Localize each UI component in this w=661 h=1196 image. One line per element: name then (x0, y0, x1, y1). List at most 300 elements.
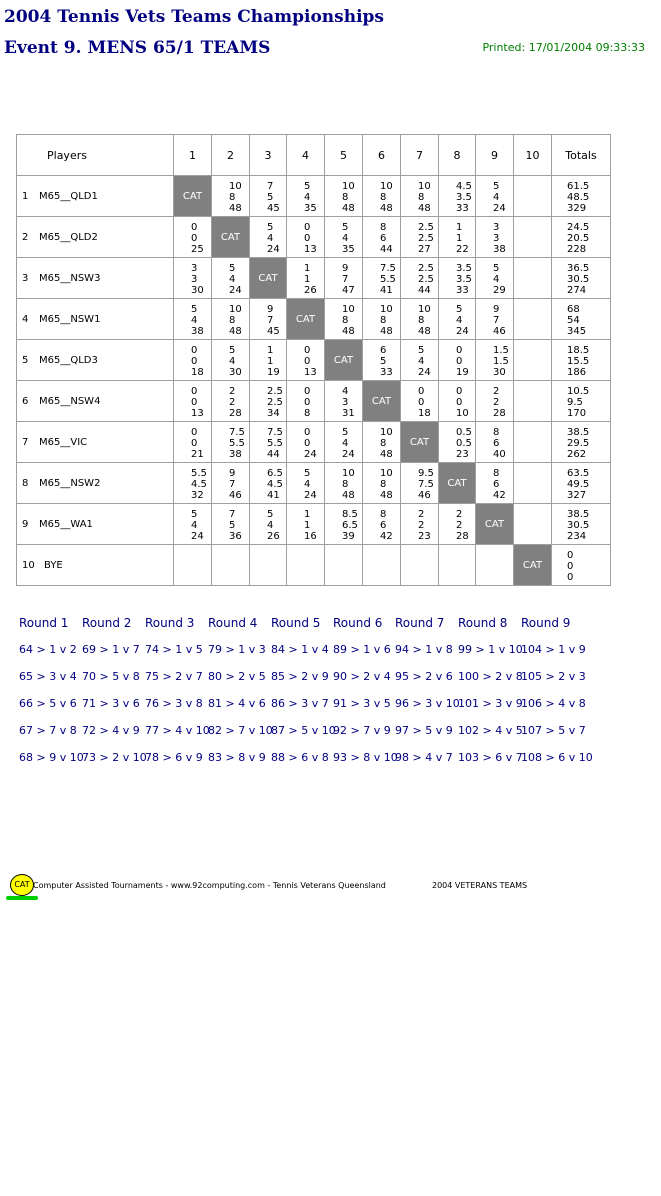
score-cell (476, 299, 514, 340)
score-value: 9 (229, 468, 236, 479)
player-name (17, 463, 174, 504)
match-item: 78 > 6 v 9 (145, 751, 203, 764)
score-value: 5.5 (267, 438, 283, 449)
score-value: 10 (418, 304, 431, 315)
score-value: 45 (267, 326, 280, 337)
match-item: 89 > 1 v 6 (333, 643, 391, 656)
total-value: 262 (567, 449, 587, 460)
match-item: 83 > 8 v 9 (208, 751, 266, 764)
score-value: 0 (418, 386, 425, 397)
score-value: 45 (267, 203, 280, 214)
score-value: 18 (191, 367, 204, 378)
column-header-5: 5 (325, 135, 363, 176)
player-name (17, 504, 174, 545)
match-item: 95 > 2 v 6 (395, 670, 453, 683)
score-value: 2.5 (418, 222, 434, 233)
score-cell (174, 258, 212, 299)
printed-timestamp: Printed: 17/01/2004 09:33:33 (482, 41, 645, 54)
player-team: M65__QLD2 (39, 231, 98, 243)
score-cell (514, 463, 552, 504)
score-value: 0 (304, 356, 311, 367)
score-value: 8 (229, 192, 236, 203)
cat-cell: CAT (174, 176, 212, 217)
player-team: M65__NSW4 (39, 395, 101, 407)
score-value: 9.5 (418, 468, 434, 479)
score-value: 46 (493, 326, 506, 337)
score-value: 6 (380, 233, 387, 244)
totals-cell (552, 381, 611, 422)
totals-cell (552, 545, 611, 586)
match-item: 96 > 3 v 10 (395, 697, 460, 710)
score-value: 3.5 (456, 274, 472, 285)
total-value: 0 (567, 561, 574, 572)
score-value: 41 (267, 490, 280, 501)
score-value: 48 (342, 203, 355, 214)
totals-cell (552, 258, 611, 299)
score-value: 0.5 (456, 427, 472, 438)
round-header: Round 5 (271, 616, 321, 630)
score-value: 35 (342, 244, 355, 255)
score-cell (514, 422, 552, 463)
score-value: 26 (267, 531, 280, 542)
score-value: 5 (493, 181, 500, 192)
column-header-6: 6 (363, 135, 401, 176)
match-item: 84 > 1 v 4 (271, 643, 329, 656)
score-value: 8 (380, 509, 387, 520)
score-value: 5 (229, 520, 236, 531)
score-value: 0 (456, 356, 463, 367)
score-value: 10 (342, 181, 355, 192)
score-value: 8 (342, 479, 349, 490)
match-item: 98 > 4 v 7 (395, 751, 453, 764)
score-cell (250, 463, 287, 504)
match-item: 79 > 1 v 3 (208, 643, 266, 656)
total-value: 186 (567, 367, 587, 378)
results-grid (16, 134, 611, 586)
player-team: M65__QLD3 (39, 354, 98, 366)
score-value: 0 (456, 397, 463, 408)
score-value: 44 (267, 449, 280, 460)
totals-cell (552, 340, 611, 381)
score-value: 5 (267, 509, 274, 520)
score-value: 5 (342, 427, 349, 438)
score-value: 1.5 (493, 345, 509, 356)
total-value: 30.5 (567, 274, 590, 285)
match-item: 66 > 5 v 6 (19, 697, 77, 710)
score-value: 1.5 (493, 356, 509, 367)
score-cell (476, 381, 514, 422)
match-item: 74 > 1 v 5 (145, 643, 203, 656)
score-value: 2 (493, 397, 500, 408)
score-value: 0 (456, 345, 463, 356)
total-value: 61.5 (567, 181, 590, 192)
score-cell (250, 422, 287, 463)
score-value: 0 (304, 233, 311, 244)
score-cell (287, 545, 325, 586)
player-name (17, 340, 174, 381)
cat-cell: CAT (325, 340, 363, 381)
score-cell (212, 545, 250, 586)
score-cell (476, 422, 514, 463)
score-value: 7 (342, 274, 349, 285)
score-value: 0 (191, 356, 198, 367)
score-cell (476, 545, 514, 586)
score-value: 4 (342, 438, 349, 449)
score-value: 1 (304, 520, 311, 531)
score-value: 0 (304, 345, 311, 356)
cat-logo-icon: CAT (10, 874, 34, 896)
score-value: 1 (304, 509, 311, 520)
score-value: 4 (267, 520, 274, 531)
totals-cell (552, 463, 611, 504)
score-value: 22 (456, 244, 469, 255)
match-item: 82 > 7 v 10 (208, 724, 273, 737)
total-value: 29.5 (567, 438, 590, 449)
page-title: 2004 Tennis Vets Teams Championships (4, 7, 384, 27)
round-header: Round 7 (395, 616, 445, 630)
match-item: 107 > 5 v 7 (521, 724, 586, 737)
score-value: 48 (342, 490, 355, 501)
score-cell (439, 258, 476, 299)
cat-cell: CAT (439, 463, 476, 504)
player-team: M65__NSW1 (39, 313, 101, 325)
score-cell (514, 340, 552, 381)
score-value: 31 (342, 408, 355, 419)
score-cell (401, 217, 439, 258)
score-value: 28 (456, 531, 469, 542)
score-value: 6.5 (267, 468, 283, 479)
score-value: 1 (456, 233, 463, 244)
player-number: 1 (22, 190, 29, 202)
score-value: 7 (229, 479, 236, 490)
score-cell (514, 258, 552, 299)
score-cell (325, 504, 363, 545)
table-row (17, 258, 611, 299)
round-header: Round 3 (145, 616, 195, 630)
table-row (17, 545, 611, 586)
round-headers (19, 616, 584, 643)
score-cell (174, 217, 212, 258)
match-row (19, 724, 584, 751)
score-value: 8 (342, 192, 349, 203)
score-cell (439, 381, 476, 422)
score-cell (514, 381, 552, 422)
score-value: 9 (493, 304, 500, 315)
total-value: 30.5 (567, 520, 590, 531)
score-value: 33 (380, 367, 393, 378)
score-value: 3 (493, 222, 500, 233)
score-cell (439, 545, 476, 586)
score-value: 24 (229, 285, 242, 296)
table-row (17, 463, 611, 504)
total-value: 63.5 (567, 468, 590, 479)
score-cell (174, 545, 212, 586)
score-value: 3 (191, 274, 198, 285)
score-value: 13 (191, 408, 204, 419)
player-number: 9 (22, 518, 29, 530)
score-value: 7 (267, 315, 274, 326)
score-value: 0 (304, 386, 311, 397)
match-item: 102 > 4 v 5 (458, 724, 523, 737)
player-number: 8 (22, 477, 29, 489)
score-cell (325, 422, 363, 463)
score-value: 0 (191, 233, 198, 244)
score-value: 5 (267, 192, 274, 203)
total-value: 228 (567, 244, 587, 255)
score-value: 4 (493, 274, 500, 285)
score-cell (250, 340, 287, 381)
match-item: 92 > 7 v 9 (333, 724, 391, 737)
score-value: 2.5 (267, 386, 283, 397)
match-item: 71 > 3 v 6 (82, 697, 140, 710)
score-value: 2 (229, 397, 236, 408)
column-header-1: 1 (174, 135, 212, 176)
score-value: 0 (191, 427, 198, 438)
score-value: 3.5 (456, 192, 472, 203)
score-value: 2 (418, 509, 425, 520)
score-cell (287, 258, 325, 299)
match-item: 93 > 8 v 10 (333, 751, 398, 764)
match-item: 94 > 1 v 8 (395, 643, 453, 656)
score-value: 5 (493, 263, 500, 274)
score-cell (476, 340, 514, 381)
score-value: 24 (456, 326, 469, 337)
score-value: 8 (418, 315, 425, 326)
player-name (17, 258, 174, 299)
score-value: 2 (456, 509, 463, 520)
score-value: 10 (229, 181, 242, 192)
score-value: 44 (380, 244, 393, 255)
total-value: 18.5 (567, 345, 590, 356)
score-value: 30 (191, 285, 204, 296)
score-cell (287, 176, 325, 217)
score-cell (363, 217, 401, 258)
score-value: 23 (456, 449, 469, 460)
score-value: 4.5 (191, 479, 207, 490)
score-cell (212, 463, 250, 504)
score-cell (325, 217, 363, 258)
score-value: 2.5 (418, 274, 434, 285)
cat-cell: CAT (401, 422, 439, 463)
column-header-7: 7 (401, 135, 439, 176)
score-value: 46 (418, 490, 431, 501)
score-value: 38 (191, 326, 204, 337)
cat-cell: CAT (212, 217, 250, 258)
match-item: 87 > 5 v 10 (271, 724, 336, 737)
table-row (17, 381, 611, 422)
grid-header-row (17, 135, 611, 176)
score-cell (401, 340, 439, 381)
round-header: Round 1 (19, 616, 69, 630)
total-value: 15.5 (567, 356, 590, 367)
score-value: 24 (493, 203, 506, 214)
score-value: 5 (342, 222, 349, 233)
score-cell (514, 299, 552, 340)
match-item: 77 > 4 v 10 (145, 724, 210, 737)
score-value: 8 (380, 479, 387, 490)
score-cell (401, 299, 439, 340)
round-header: Round 4 (208, 616, 258, 630)
score-value: 38 (493, 244, 506, 255)
score-cell (250, 217, 287, 258)
cat-cell: CAT (287, 299, 325, 340)
player-name (17, 299, 174, 340)
score-value: 5 (267, 222, 274, 233)
match-item: 64 > 1 v 2 (19, 643, 77, 656)
match-item: 76 > 3 v 8 (145, 697, 203, 710)
score-value: 24 (418, 367, 431, 378)
score-value: 5.5 (229, 438, 245, 449)
total-value: 0 (567, 572, 574, 583)
score-value: 7 (267, 181, 274, 192)
totals-cell (552, 217, 611, 258)
score-cell (401, 381, 439, 422)
total-value: 0 (567, 550, 574, 561)
match-row (19, 697, 584, 724)
score-value: 2.5 (418, 263, 434, 274)
score-value: 8 (493, 468, 500, 479)
score-value: 36 (229, 531, 242, 542)
score-value: 28 (493, 408, 506, 419)
total-value: 10.5 (567, 386, 590, 397)
score-value: 30 (493, 367, 506, 378)
score-value: 48 (418, 326, 431, 337)
player-team: M65__VIC (39, 436, 88, 448)
score-cell (325, 176, 363, 217)
score-value: 10 (342, 304, 355, 315)
score-value: 5 (191, 304, 198, 315)
totals-cell (552, 504, 611, 545)
score-value: 7.5 (418, 479, 434, 490)
score-value: 25 (191, 244, 204, 255)
score-value: 9 (267, 304, 274, 315)
player-number: 5 (22, 354, 29, 366)
score-value: 3 (342, 397, 349, 408)
score-cell (476, 463, 514, 504)
score-cell (363, 422, 401, 463)
score-value: 30 (229, 367, 242, 378)
score-value: 48 (380, 326, 393, 337)
score-value: 19 (267, 367, 280, 378)
score-value: 0.5 (456, 438, 472, 449)
match-row (19, 643, 584, 670)
player-team: M65__WA1 (39, 518, 93, 530)
score-value: 9 (342, 263, 349, 274)
score-value: 7.5 (229, 427, 245, 438)
score-value: 39 (342, 531, 355, 542)
score-value: 2.5 (267, 397, 283, 408)
score-value: 6.5 (342, 520, 358, 531)
score-cell (250, 545, 287, 586)
event-title: Event 9. MENS 65/1 TEAMS (4, 38, 271, 58)
score-value: 5 (304, 181, 311, 192)
footer-event: 2004 VETERANS TEAMS (432, 881, 528, 890)
score-value: 10 (342, 468, 355, 479)
score-value: 26 (304, 285, 317, 296)
score-value: 4 (229, 274, 236, 285)
score-value: 10 (380, 181, 393, 192)
match-item: 91 > 3 v 5 (333, 697, 391, 710)
score-cell (174, 299, 212, 340)
score-cell (363, 545, 401, 586)
match-item: 86 > 3 v 7 (271, 697, 329, 710)
totals-cell (552, 299, 611, 340)
players-header: Players (17, 135, 174, 176)
score-value: 5.5 (380, 274, 396, 285)
score-value: 0 (191, 438, 198, 449)
match-item: 104 > 1 v 9 (521, 643, 586, 656)
score-value: 8 (418, 192, 425, 203)
player-team: M65__NSW3 (39, 272, 101, 284)
score-value: 4.5 (456, 181, 472, 192)
score-value: 0 (304, 397, 311, 408)
score-cell (325, 299, 363, 340)
logo-underline (6, 896, 38, 900)
total-value: 9.5 (567, 397, 583, 408)
score-value: 38 (229, 449, 242, 460)
table-row (17, 299, 611, 340)
total-value: 54 (567, 315, 580, 326)
match-item: 85 > 2 v 9 (271, 670, 329, 683)
score-value: 10 (380, 468, 393, 479)
score-value: 1 (304, 274, 311, 285)
score-cell (287, 381, 325, 422)
score-value: 32 (191, 490, 204, 501)
player-name (17, 545, 174, 586)
score-value: 4 (267, 233, 274, 244)
total-value: 345 (567, 326, 587, 337)
total-value: 170 (567, 408, 587, 419)
score-cell (476, 176, 514, 217)
score-value: 5 (418, 345, 425, 356)
score-value: 24 (304, 449, 317, 460)
footer-text: Computer Assisted Tournaments - www.92computing.com - Tennis Veterans Queensland (33, 881, 386, 890)
score-cell (250, 504, 287, 545)
score-cell (363, 504, 401, 545)
table-row (17, 422, 611, 463)
match-row (19, 751, 593, 778)
score-cell (363, 463, 401, 504)
player-name (17, 176, 174, 217)
score-cell (174, 340, 212, 381)
score-value: 4 (418, 356, 425, 367)
match-item: 72 > 4 v 9 (82, 724, 140, 737)
score-value: 7.5 (380, 263, 396, 274)
score-cell (287, 463, 325, 504)
player-team: M65__NSW2 (39, 477, 101, 489)
round-header: Round 6 (333, 616, 383, 630)
score-cell (287, 217, 325, 258)
score-value: 7 (493, 315, 500, 326)
score-cell (476, 258, 514, 299)
score-value: 33 (456, 203, 469, 214)
score-value: 2 (418, 520, 425, 531)
match-item: 75 > 2 v 7 (145, 670, 203, 683)
score-value: 24 (342, 449, 355, 460)
score-value: 4 (342, 386, 349, 397)
score-value: 5.5 (191, 468, 207, 479)
table-row (17, 504, 611, 545)
score-value: 8 (304, 408, 311, 419)
score-value: 5 (456, 304, 463, 315)
match-item: 80 > 2 v 5 (208, 670, 266, 683)
score-value: 48 (342, 326, 355, 337)
score-cell (363, 258, 401, 299)
score-value: 1 (267, 356, 274, 367)
player-name (17, 422, 174, 463)
totals-header: Totals (552, 135, 611, 176)
score-value: 4 (191, 520, 198, 531)
